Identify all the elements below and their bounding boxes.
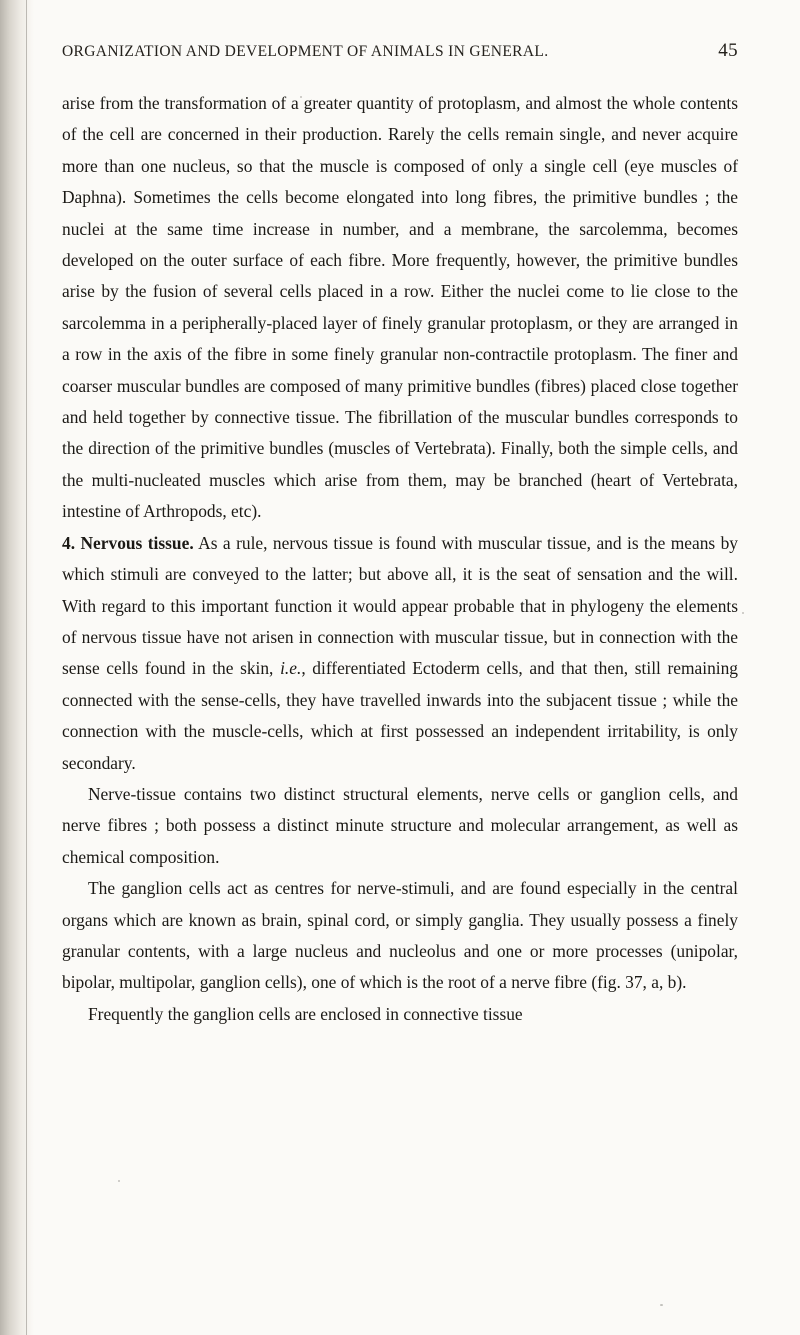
scan-speckle bbox=[742, 612, 744, 614]
paragraph-5: Frequently the ganglion cells are enclosed in connective tissue bbox=[88, 1003, 523, 1024]
section-number: 4. bbox=[62, 532, 76, 553]
paragraph-1: arise from the transformation of a greater quantity of protoplasm, and almost the whole contents of the cell are concerned in their production. Rarely the cells remain single, and never acquire more than one nucleus, so that the muscle is composed of only a single cell (eye muscles of Daphna). Sometimes the cells become elongated into long fibres, the primitive bundles ; the nuclei at the same time increase in number, and a membrane, the sarcolemma, becomes developed on the outer surface of each fibre. More frequently, however, the primitive bundles arise by the fusion of several cells placed in a row. Either the nuclei come to lie close to the sarcolemma in a peripherally-placed layer of finely granular protoplasm, or they are arranged in a row in the axis of the fibre in some finely granular non-contractile protoplasm. The finer and coarser muscular bundles are composed of many primitive bundles (fibres) placed close together and held together by connective tissue. The fibrillation of the muscular bundles corresponds to the direction of the primitive bundles (muscles of Vertebrata). Finally, both the simple cells, and the multi-nucleated muscles which arise from them, may be branched (heart of Vertebrata, intestine of Arthropods, etc). bbox=[62, 93, 738, 522]
page-gutter-shadow bbox=[0, 0, 34, 1335]
page-gutter-line bbox=[26, 0, 27, 1335]
page-content bbox=[62, 40, 738, 1030]
paragraph-2-italic: i.e. bbox=[280, 658, 302, 679]
body-text bbox=[62, 88, 738, 1030]
paragraph-2 bbox=[62, 528, 738, 779]
scan-speckle bbox=[660, 1304, 663, 1306]
paragraph-2-text-b: , differentiated Ectoderm cells, and that then, still remaining connected with the sense-cells, they have travelled inwards into the subjacent tissue ; while the connection with the muscle-cells, which at first possessed an independent irritability, is only secondary. bbox=[62, 658, 739, 773]
paragraph-2-text-a: As a rule, nervous tissue is found with muscular tissue, and is the means by which stimuli are conveyed to the latter; but above all, it is the seat of sensation and the will. With regard to this important function it would appear probable that in phylogeny the elements of nervous tissue have not arisen in connection with muscular tissue, but in connection with the sense cells found in the skin, bbox=[62, 532, 738, 679]
paragraph-3: Nerve-tissue contains two distinct structural elements, nerve cells or ganglion cells, and nerve fibres ; both possess a distinct minute structure and molecular arrangement, as well as chemical composition. bbox=[62, 783, 738, 867]
scan-speckle bbox=[118, 1180, 120, 1182]
page-number: 45 bbox=[718, 40, 738, 61]
section-title: Nervous tissue. bbox=[80, 532, 194, 553]
running-head bbox=[62, 40, 738, 62]
running-head-title: ORGANIZATION AND DEVELOPMENT OF ANIMALS IN GENERAL. bbox=[62, 43, 549, 60]
paragraph-4: The ganglion cells act as centres for nerve-stimuli, and are found especially in the central organs which are known as brain, spinal cord, or simply ganglia. They usually possess a finely granular contents, with a large nucleus and nucleolus and one or more processes (unipolar, bipolar, multipolar, ganglion cells), one of which is the root of a nerve fibre (fig. 37, a, b). bbox=[62, 878, 738, 993]
